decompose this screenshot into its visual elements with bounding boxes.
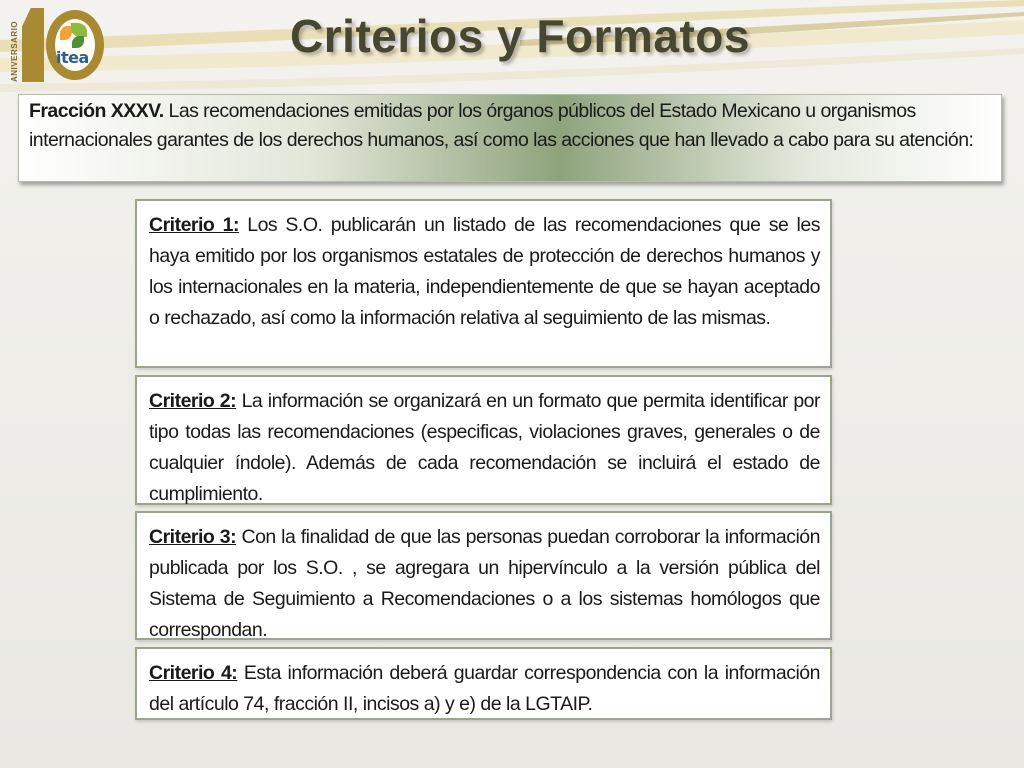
intro-text: Las recomendaciones emitidas por los órganos públicos del Estado Mexicano u organismos internacionales garantes de los derechos humanos, así como las acciones que han llevado a cabo para su atención: [29,100,974,151]
criterion-1-box [135,199,832,368]
criterion-3-box [135,511,832,640]
criterion-1-label: Criterio 1: [149,214,239,236]
criterion-2-box [135,375,832,505]
criterion-4-box [135,647,832,720]
criterion-4-text: Esta información deberá guardar correspondencia con la información del artículo 74, fracción II, incisos a) y e) de la LGTAIP. [149,662,820,715]
logo-leaf-lightgreen [71,23,87,37]
criterion-3-label: Criterio 3: [149,526,237,548]
intro-box [18,94,1002,182]
criterion-4-label: Criterio 4: [149,662,238,684]
itea-logo [8,6,110,84]
criterion-1-text: Los S.O. publicarán un listado de las recomendaciones que se les haya emitido por los organismos estatales de protección de derechos humanos y los internacionales en la materia, independientemente de que se hayan aceptado o rechazado, así como la información relativa al seguimiento de las mismas. [149,214,820,329]
logo-anniversary-text: ANIVERSARIO [10,20,19,82]
intro-label: Fracción XXXV. [29,100,164,122]
page-title: Criterios y Formatos [290,10,750,62]
criterion-2-label: Criterio 2: [149,390,237,412]
criterion-3-text: Con la finalidad de que las personas puedan corroborar la información publicada por los S.O. , se agregara un hipervínculo a la versión pública del Sistema de Seguimiento a Recomendaciones o a los sistemas homólogos que correspondan. [149,526,820,641]
logo-number-one-shape [22,8,44,82]
logo-wordmark: itea [56,48,89,67]
criterion-2-text: La información se organizará en un formato que permita identificar por tipo todas las recomendaciones (especificas, violaciones graves, generales o de cualquier índole). Además de cada recomendación se incluirá el estado de cumplimiento. [149,390,820,505]
